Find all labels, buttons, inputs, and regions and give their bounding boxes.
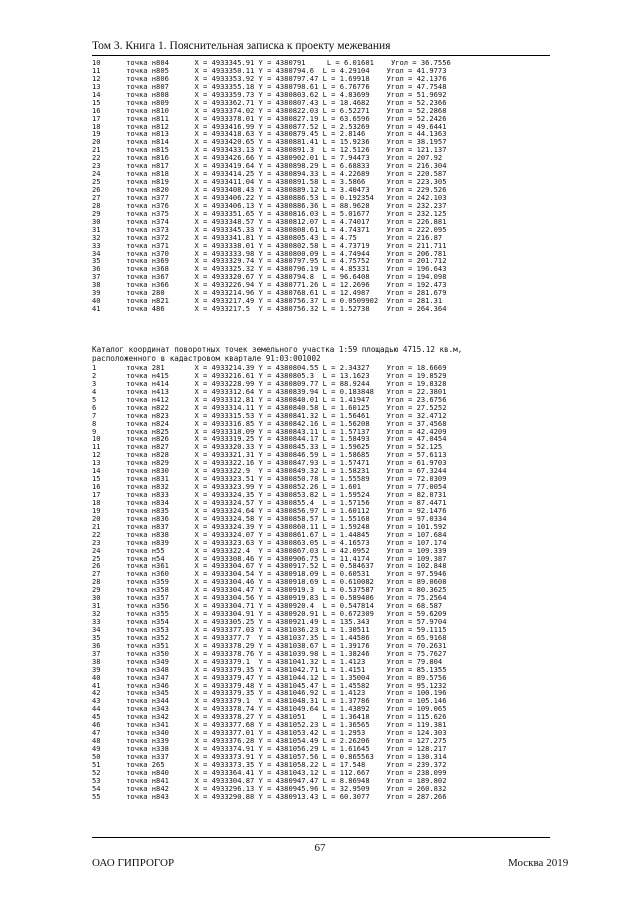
coordinate-table-1 — [92, 59, 451, 313]
table-row: 31 точка н373 X = 4933345.33 Y = 4380808.61 L = 4.74371 Угол = 222.095 — [92, 224, 447, 234]
table-row: 30 точка н357 X = 4933304.56 Y = 4380919.83 L = 0.589406 Угол = 75.2564 — [92, 593, 447, 603]
table-row: 34 точка н370 X = 4933333.98 Y = 4380800.09 L = 4.74944 Угол = 206.781 — [92, 248, 447, 258]
document-header: Том 3. Книга 1. Пояснительная записка к проекту межевания — [92, 40, 391, 52]
table-row: 4 точка н413 X = 4933312.64 Y = 4380839.94 L = 0.183848 Угол = 22.3801 — [92, 386, 447, 396]
table-row: 32 точка н372 X = 4933341.81 Y = 4380805.43 L = 4.75 Угол = 216.87 — [92, 232, 443, 242]
catalog-caption — [92, 345, 462, 363]
page-number: 67 — [314, 842, 326, 854]
table-row: 38 точка н366 X = 4933226.94 Y = 4380771.26 L = 12.2696 Угол = 192.473 — [92, 280, 447, 290]
table-row: 3 точка н414 X = 4933228.99 Y = 4380809.77 L = 88.9244 Угол = 19.8328 — [92, 378, 447, 388]
table-row: 37 точка н350 X = 4933378.76 Y = 4381039.98 L = 1.38246 Угол = 75.7627 — [92, 648, 447, 658]
table-row: 24 точка н55 X = 4933322.4 Y = 4380867.03 L = 42.0952 Угол = 109.339 — [92, 545, 447, 555]
table-row: 22 точка н838 X = 4933324.07 Y = 4380861.67 L = 1.44845 Угол = 107.684 — [92, 529, 447, 539]
table-row: 43 точка н344 X = 4933379.1 Y = 4381048.31 L = 1.37786 Угол = 105.146 — [92, 696, 447, 706]
footer-city-year: Москва 2019 — [508, 857, 569, 869]
table-row: 27 точка н360 X = 4933304.54 Y = 4380918.09 L = 0.60531 Угол = 97.5946 — [92, 569, 447, 579]
table-row: 41 точка 486 X = 4933217.5 Y = 4380756.32 L = 1.52738 Угол = 264.364 — [92, 304, 447, 314]
table-row: 35 точка н352 X = 4933377.7 Y = 4381037.35 L = 1.44586 Угол = 65.9168 — [92, 632, 447, 642]
table-row: 9 точка н825 X = 4933318.09 Y = 4380843.11 L = 1.57137 Угол = 42.4209 — [92, 426, 447, 436]
table-row: 14 точка н808 X = 4933359.73 Y = 4380803.62 L = 4.83699 Угол = 51.9692 — [92, 89, 447, 99]
table-row: 19 точка н813 X = 4933418.63 Y = 4380879.45 L = 2.8146 Угол = 44.1363 — [92, 129, 447, 139]
table-row: 54 точка н842 X = 4933296.13 Y = 4380945.96 L = 32.9509 Угол = 260.832 — [92, 783, 447, 793]
table-row: 42 точка н345 X = 4933379.35 Y = 4381046.92 L = 1.4123 Угол = 100.196 — [92, 688, 447, 698]
table-row: 28 точка н359 X = 4933304.46 Y = 4380918.69 L = 0.610082 Угол = 89.0608 — [92, 577, 447, 587]
table-row: 12 точка н828 X = 4933321.31 Y = 4380846.59 L = 1.58685 Угол = 57.6113 — [92, 450, 447, 460]
table-row: 50 точка н337 X = 4933373.91 Y = 4381057.56 L = 0.865563 Угол = 130.314 — [92, 751, 447, 761]
table-row: 26 точка н820 X = 4933408.43 Y = 4380889.12 L = 3.40473 Угол = 229.526 — [92, 185, 447, 194]
table-row: 33 точка н354 X = 4933305.25 Y = 4380921.49 L = 135.343 Угол = 57.9704 — [92, 617, 447, 626]
table-row: 32 точка н355 X = 4933304.91 Y = 4380920.91 L = 0.672309 Угол = 59.6209 — [92, 609, 447, 619]
header-rule — [92, 55, 550, 56]
table-row: 7 точка н823 X = 4933315.53 Y = 4380841.32 L = 1.56461 Угол = 32.4712 — [92, 410, 447, 420]
table-row: 38 точка н349 X = 4933379.1 Y = 4381041.32 L = 1.4123 Угол = 79.804 — [92, 656, 443, 666]
table-row: 48 точка н339 X = 4933376.28 Y = 4381054.49 L = 2.26206 Угол = 127.275 — [92, 736, 447, 746]
table-row: 5 точка н412 X = 4933312.81 Y = 4380840.01 L = 1.41947 Угол = 23.6756 — [92, 394, 447, 404]
table-row: 10 точка н826 X = 4933319.25 Y = 4380844.17 L = 1.58493 Угол = 47.0454 — [92, 434, 447, 444]
table-row: 23 точка н817 X = 4933419.64 Y = 4380898.29 L = 6.68833 Угол = 216.304 — [92, 161, 447, 171]
table-row: 40 точка н347 X = 4933379.47 Y = 4381044.12 L = 1.35004 Угол = 89.5756 — [92, 672, 447, 682]
table-row: 1 точка 281 X = 4933214.39 Y = 4380804.55 L = 2.34327 Угол = 18.6669 — [92, 363, 447, 372]
table-row: 18 точка н812 X = 4933416.99 Y = 4380877.52 L = 2.53269 Угол = 49.6441 — [92, 121, 447, 131]
table-row: 51 точка 265 X = 4933373.35 Y = 4381058.22 L = 17.548 Угол = 239.372 — [92, 759, 447, 769]
table-row: 49 точка н338 X = 4933374.91 Y = 4381056.29 L = 1.61645 Угол = 128.217 — [92, 744, 447, 753]
table-row: 35 точка н369 X = 4933329.74 Y = 4380797.95 L = 4.75752 Угол = 201.712 — [92, 256, 447, 266]
caption-line-2: расположенного в кадастровом квартале 91:03:001002 — [92, 354, 321, 363]
table-row: 23 точка н839 X = 4933323.63 Y = 4380863.05 L = 4.16573 Угол = 107.174 — [92, 537, 447, 547]
footer-rule — [92, 837, 550, 838]
table-row: 30 точка н374 X = 4933348.57 Y = 4380812.07 L = 4.74017 Угол = 226.881 — [92, 216, 447, 226]
table-row: 10 точка н804 X = 4933345.91 Y = 4380791 L = 6.01601 Угол = 36.7556 — [92, 58, 451, 67]
table-row: 13 точка н829 X = 4933322.16 Y = 4380847.93 L = 1.57471 Угол = 61.9703 — [92, 458, 447, 468]
table-row: 44 точка н343 X = 4933378.74 Y = 4381049.64 L = 1.43892 Угол = 109.065 — [92, 704, 447, 714]
table-row: 31 точка н356 X = 4933304.71 Y = 4380920.4 L = 0.547814 Угол = 68.587 — [92, 601, 443, 611]
table-row: 39 точка 280 X = 4933214.96 Y = 4380768.61 L = 12.4987 Угол = 281.679 — [92, 288, 447, 298]
table-row: 29 точка н358 X = 4933304.47 Y = 4380919.3 L = 0.537587 Угол = 80.3625 — [92, 585, 447, 595]
table-row: 11 точка н827 X = 4933320.33 Y = 4380845.33 L = 1.59625 Угол = 52.125 — [92, 442, 443, 452]
table-row: 14 точка н830 X = 4933322.9 Y = 4380849.32 L = 1.58231 Угол = 67.3244 — [92, 466, 447, 476]
table-row: 28 точка н376 X = 4933406.13 Y = 4380886.36 L = 88.9628 Угол = 232.237 — [92, 200, 447, 210]
table-row: 15 точка н831 X = 4933323.51 Y = 4380850.78 L = 1.55589 Угол = 72.0309 — [92, 474, 447, 484]
table-row: 26 точка н361 X = 4933304.67 Y = 4380917.52 L = 0.584637 Угол = 102.848 — [92, 561, 447, 571]
table-row: 55 точка н843 X = 4933290.88 Y = 4380913.43 L = 60.3077 Угол = 287.266 — [92, 791, 447, 801]
table-row: 22 точка н816 X = 4933426.66 Y = 4380902.01 L = 7.94473 Угол = 207.92 — [92, 153, 443, 163]
table-row: 36 точка н351 X = 4933378.29 Y = 4381038.67 L = 1.39176 Угол = 70.2631 — [92, 640, 447, 650]
table-row: 11 точка н805 X = 4933350.11 Y = 4380794.6 L = 4.29104 Угол = 41.9773 — [92, 65, 447, 75]
table-row: 46 точка н341 X = 4933377.68 Y = 4381052.23 L = 1.36565 Угол = 119.381 — [92, 720, 447, 730]
table-row: 17 точка н833 X = 4933324.35 Y = 4380853.82 L = 1.59524 Угол = 82.0731 — [92, 490, 447, 499]
table-row: 39 точка н348 X = 4933379.35 Y = 4381042.71 L = 1.4151 Угол = 85.1355 — [92, 664, 447, 674]
table-row: 25 точка н54 X = 4933308.46 Y = 4380906.75 L = 11.4174 Угол = 109.387 — [92, 553, 447, 563]
table-row: 12 точка н806 X = 4933353.92 Y = 4380797.47 L = 1.69918 Угол = 42.1376 — [92, 73, 447, 83]
table-row: 45 точка н342 X = 4933378.27 Y = 4381051 L = 1.36418 Угол = 115.626 — [92, 712, 447, 722]
table-row: 27 точка н377 X = 4933406.22 Y = 4380886.53 L = 0.192354 Угол = 242.103 — [92, 192, 447, 202]
table-row: 21 точка н837 X = 4933324.39 Y = 4380860.11 L = 1.59248 Угол = 101.592 — [92, 521, 447, 531]
footer-organization: ОАО ГИПРОГОР — [92, 857, 175, 869]
table-row: 8 точка н824 X = 4933316.85 Y = 4380842.16 L = 1.56208 Угол = 37.4568 — [92, 418, 447, 428]
table-row: 47 точка н340 X = 4933377.01 Y = 4381053.42 L = 1.2953 Угол = 124.303 — [92, 728, 447, 738]
table-row: 18 точка н834 X = 4933324.57 Y = 4380855.4 L = 1.57156 Угол = 87.4471 — [92, 497, 447, 507]
table-row: 15 точка н809 X = 4933362.71 Y = 4380807.43 L = 18.4682 Угол = 52.2366 — [92, 97, 447, 107]
table-row: 36 точка н368 X = 4933325.32 Y = 4380796.19 L = 4.85331 Угол = 196.643 — [92, 264, 447, 274]
table-row: 24 точка н818 X = 4933414.25 Y = 4380894.33 L = 4.22689 Угол = 220.587 — [92, 169, 447, 179]
table-row: 33 точка н371 X = 4933338.01 Y = 4380802.58 L = 4.73719 Угол = 211.711 — [92, 240, 447, 250]
table-row: 52 точка н840 X = 4933364.41 Y = 4381043.12 L = 112.667 Угол = 238.099 — [92, 767, 447, 777]
coordinate-table-2 — [92, 364, 446, 801]
caption-line-1: Каталог координат поворотных точек земельного участка 1:59 площадью 4715.12 кв.м, — [92, 345, 463, 354]
table-row: 34 точка н353 X = 4933377.03 Y = 4381036.23 L = 1.30511 Угол = 59.1115 — [92, 624, 447, 634]
table-row: 2 точка н415 X = 4933216.61 Y = 4380805.3 L = 13.1623 Угол = 19.8529 — [92, 370, 447, 380]
table-row: 16 точка н810 X = 4933374.02 Y = 4380822.03 L = 6.52271 Угол = 52.2868 — [92, 105, 447, 115]
table-row: 19 точка н835 X = 4933324.64 Y = 4380856.97 L = 1.60112 Угол = 92.1476 — [92, 505, 447, 515]
table-row: 41 точка н346 X = 4933379.48 Y = 4381045.47 L = 1.45582 Угол = 95.1232 — [92, 680, 447, 690]
table-row: 6 точка н822 X = 4933314.11 Y = 4380840.58 L = 1.60125 Угол = 27.5252 — [92, 402, 447, 412]
table-row: 40 точка н821 X = 4933217.49 Y = 4380756.37 L = 0.0509902 Угол = 281.31 — [92, 296, 443, 306]
table-row: 16 точка н832 X = 4933323.99 Y = 4380852.26 L = 1.601 Угол = 77.0054 — [92, 482, 447, 492]
table-row: 13 точка н807 X = 4933355.18 Y = 4380798.61 L = 6.76776 Угол = 47.7548 — [92, 81, 447, 91]
table-row: 29 точка н375 X = 4933351.65 Y = 4380816.03 L = 5.01677 Угол = 232.125 — [92, 208, 447, 218]
table-row: 53 точка н841 X = 4933304.87 Y = 4380947.47 L = 8.86948 Угол = 189.802 — [92, 775, 447, 785]
table-row: 20 точка н836 X = 4933324.58 Y = 4380858.57 L = 1.55168 Угол = 97.0334 — [92, 513, 447, 523]
table-row: 37 точка н367 X = 4933320.67 Y = 4380794.8 L = 96.6408 Угол = 194.098 — [92, 272, 447, 282]
table-row: 20 точка н814 X = 4933420.65 Y = 4380881.41 L = 15.9236 Угол = 38.1957 — [92, 137, 447, 147]
table-row: 25 точка н819 X = 4933411.04 Y = 4380891.58 L = 3.5866 Угол = 223.305 — [92, 177, 447, 187]
table-row: 21 точка н815 X = 4933433.13 Y = 4380891.3 L = 12.5126 Угол = 121.137 — [92, 145, 447, 155]
table-row: 17 точка н811 X = 4933378.01 Y = 4380827.19 L = 63.6596 Угол = 52.2426 — [92, 113, 447, 123]
